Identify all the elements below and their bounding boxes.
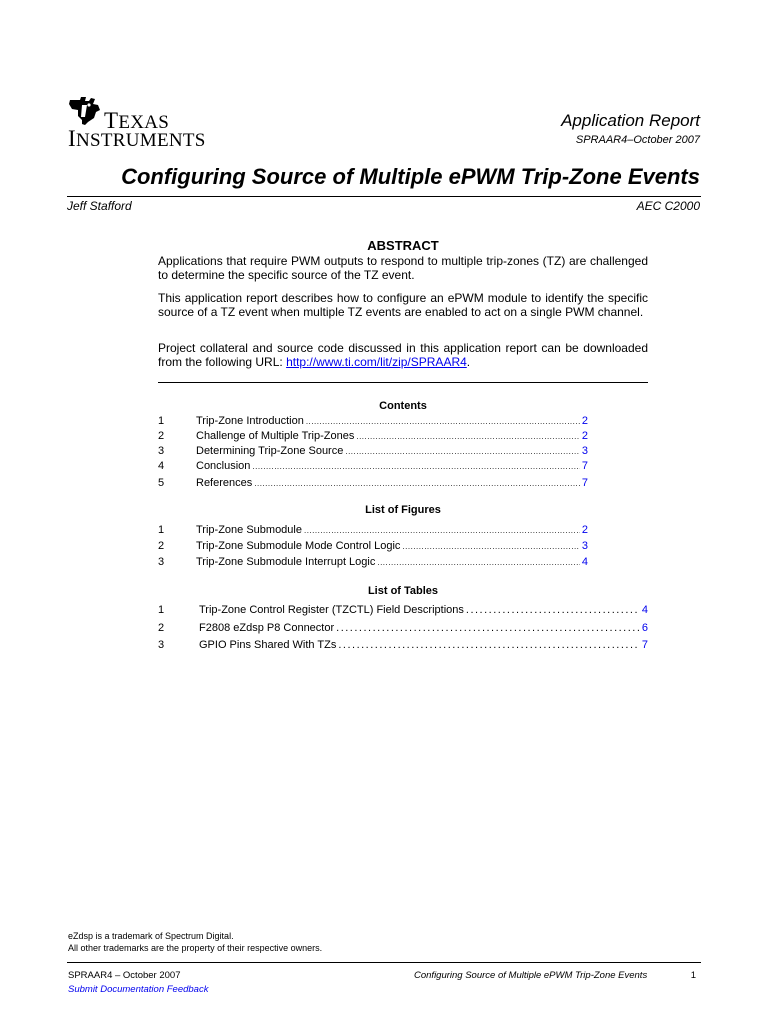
entry-number: 4: [158, 460, 165, 472]
logo-wordmark-line2: INSTRUMENTS: [68, 126, 206, 151]
entry-page-link[interactable]: 2: [581, 524, 588, 536]
ti-bug-logo-icon: [67, 96, 101, 126]
entry-label: Trip-Zone Submodule Mode Control Logic: [196, 540, 401, 552]
entry-label: Trip-Zone Introduction: [196, 415, 304, 427]
leader-dots: [304, 523, 580, 538]
leader-dots: [402, 539, 579, 554]
report-type: Application Report: [561, 111, 700, 130]
entry-label: References: [196, 477, 253, 489]
contents-entry[interactable]: [158, 414, 588, 429]
entry-label: Conclusion: [196, 460, 251, 472]
entry-number: 3: [158, 445, 165, 457]
figure-entry[interactable]: [158, 523, 588, 538]
page-number: 1: [690, 970, 696, 981]
footer-doc-id: SPRAAR4 – October 2007: [68, 970, 181, 981]
leader-dots: [252, 459, 579, 474]
leader-dots: [338, 637, 640, 654]
trademark-footnote: eZdsp is a trademark of Spectrum Digital.: [68, 931, 234, 941]
entry-label: F2808 eZdsp P8 Connector: [199, 622, 335, 634]
author-group: AEC C2000: [636, 199, 700, 213]
entry-label: Trip-Zone Control Register (TZCTL) Field Descriptions: [199, 604, 464, 616]
page-title: Configuring Source of Multiple ePWM Trip-Zone Events: [121, 164, 700, 189]
entry-label: Challenge of Multiple Trip-Zones: [196, 430, 355, 442]
footer-divider: [67, 962, 701, 963]
abstract-paragraph-3-text: Project collateral and source code discussed in this application report can be downloaded from the following URL:: [158, 341, 648, 369]
abstract-heading: ABSTRACT: [367, 238, 439, 253]
entry-number: 3: [158, 556, 165, 568]
entry-page-link[interactable]: 3: [581, 540, 588, 552]
ti-logo: [67, 96, 217, 151]
entry-number: 1: [158, 604, 165, 616]
table-entry[interactable]: [158, 602, 648, 619]
leader-dots: [254, 476, 580, 491]
leader-dots: [466, 602, 640, 619]
entry-page-link[interactable]: 3: [581, 445, 588, 457]
tables-heading: List of Tables: [367, 585, 439, 597]
entry-page-link[interactable]: 6: [641, 622, 648, 634]
entry-page-link[interactable]: 4: [641, 604, 648, 616]
abstract-paragraph-3-suffix: .: [466, 355, 471, 369]
entry-number: 3: [158, 639, 165, 651]
figure-entry[interactable]: [158, 555, 588, 570]
author: Jeff Stafford: [67, 199, 132, 213]
entry-page-link[interactable]: 7: [581, 460, 588, 472]
contents-entry[interactable]: [158, 476, 588, 491]
entry-page-link[interactable]: 2: [581, 430, 588, 442]
abstract-paragraph-1: Applications that require PWM outputs to respond to multiple trip-zones (TZ) are challenged to determine the specific source of the TZ event.: [158, 254, 648, 282]
figure-entry[interactable]: [158, 539, 588, 554]
entry-number: 2: [158, 622, 165, 634]
submit-feedback-link[interactable]: Submit Documentation Feedback: [68, 984, 209, 995]
contents-entry[interactable]: [158, 429, 588, 444]
footer-title: Configuring Source of Multiple ePWM Trip-Zone Events: [414, 970, 648, 981]
title-divider: [67, 196, 701, 197]
entry-number: 2: [158, 430, 165, 442]
report-id: SPRAAR4–October 2007: [575, 134, 700, 146]
trademark-footnote-2: All other trademarks are the property of their respective owners.: [68, 943, 323, 953]
entry-page-link[interactable]: 7: [641, 639, 648, 651]
contents-heading: Contents: [379, 400, 427, 412]
abstract-paragraph-2: This application report describes how to configure an ePWM module to identify the specific source of a TZ event when multiple TZ events are enabled to act on a single PWM channel.: [158, 291, 648, 319]
table-entry[interactable]: [158, 620, 648, 637]
table-entry[interactable]: [158, 637, 648, 654]
entry-label: Trip-Zone Submodule: [196, 524, 302, 536]
entry-number: 1: [158, 415, 165, 427]
leader-dots: [345, 444, 580, 459]
abstract-divider: [158, 382, 648, 383]
download-url-link[interactable]: http://www.ti.com/lit/zip/SPRAAR4: [286, 355, 467, 369]
entry-page-link[interactable]: 4: [581, 556, 588, 568]
contents-entry[interactable]: [158, 459, 588, 474]
leader-dots: [336, 620, 640, 637]
leader-dots: [356, 429, 580, 444]
entry-label: Determining Trip-Zone Source: [196, 445, 344, 457]
entry-number: 5: [158, 477, 165, 489]
abstract-paragraph-3: [158, 341, 648, 369]
leader-dots: [306, 414, 580, 429]
contents-entry[interactable]: [158, 444, 588, 459]
entry-label: GPIO Pins Shared With TZs: [199, 639, 337, 651]
figures-heading: List of Figures: [365, 504, 441, 516]
entry-number: 2: [158, 540, 165, 552]
logo-wordmark-line1: TEXAS: [104, 108, 170, 133]
entry-label: Trip-Zone Submodule Interrupt Logic: [196, 556, 376, 568]
entry-number: 1: [158, 524, 165, 536]
leader-dots: [377, 555, 580, 570]
entry-page-link[interactable]: 2: [581, 415, 588, 427]
entry-page-link[interactable]: 7: [581, 477, 588, 489]
